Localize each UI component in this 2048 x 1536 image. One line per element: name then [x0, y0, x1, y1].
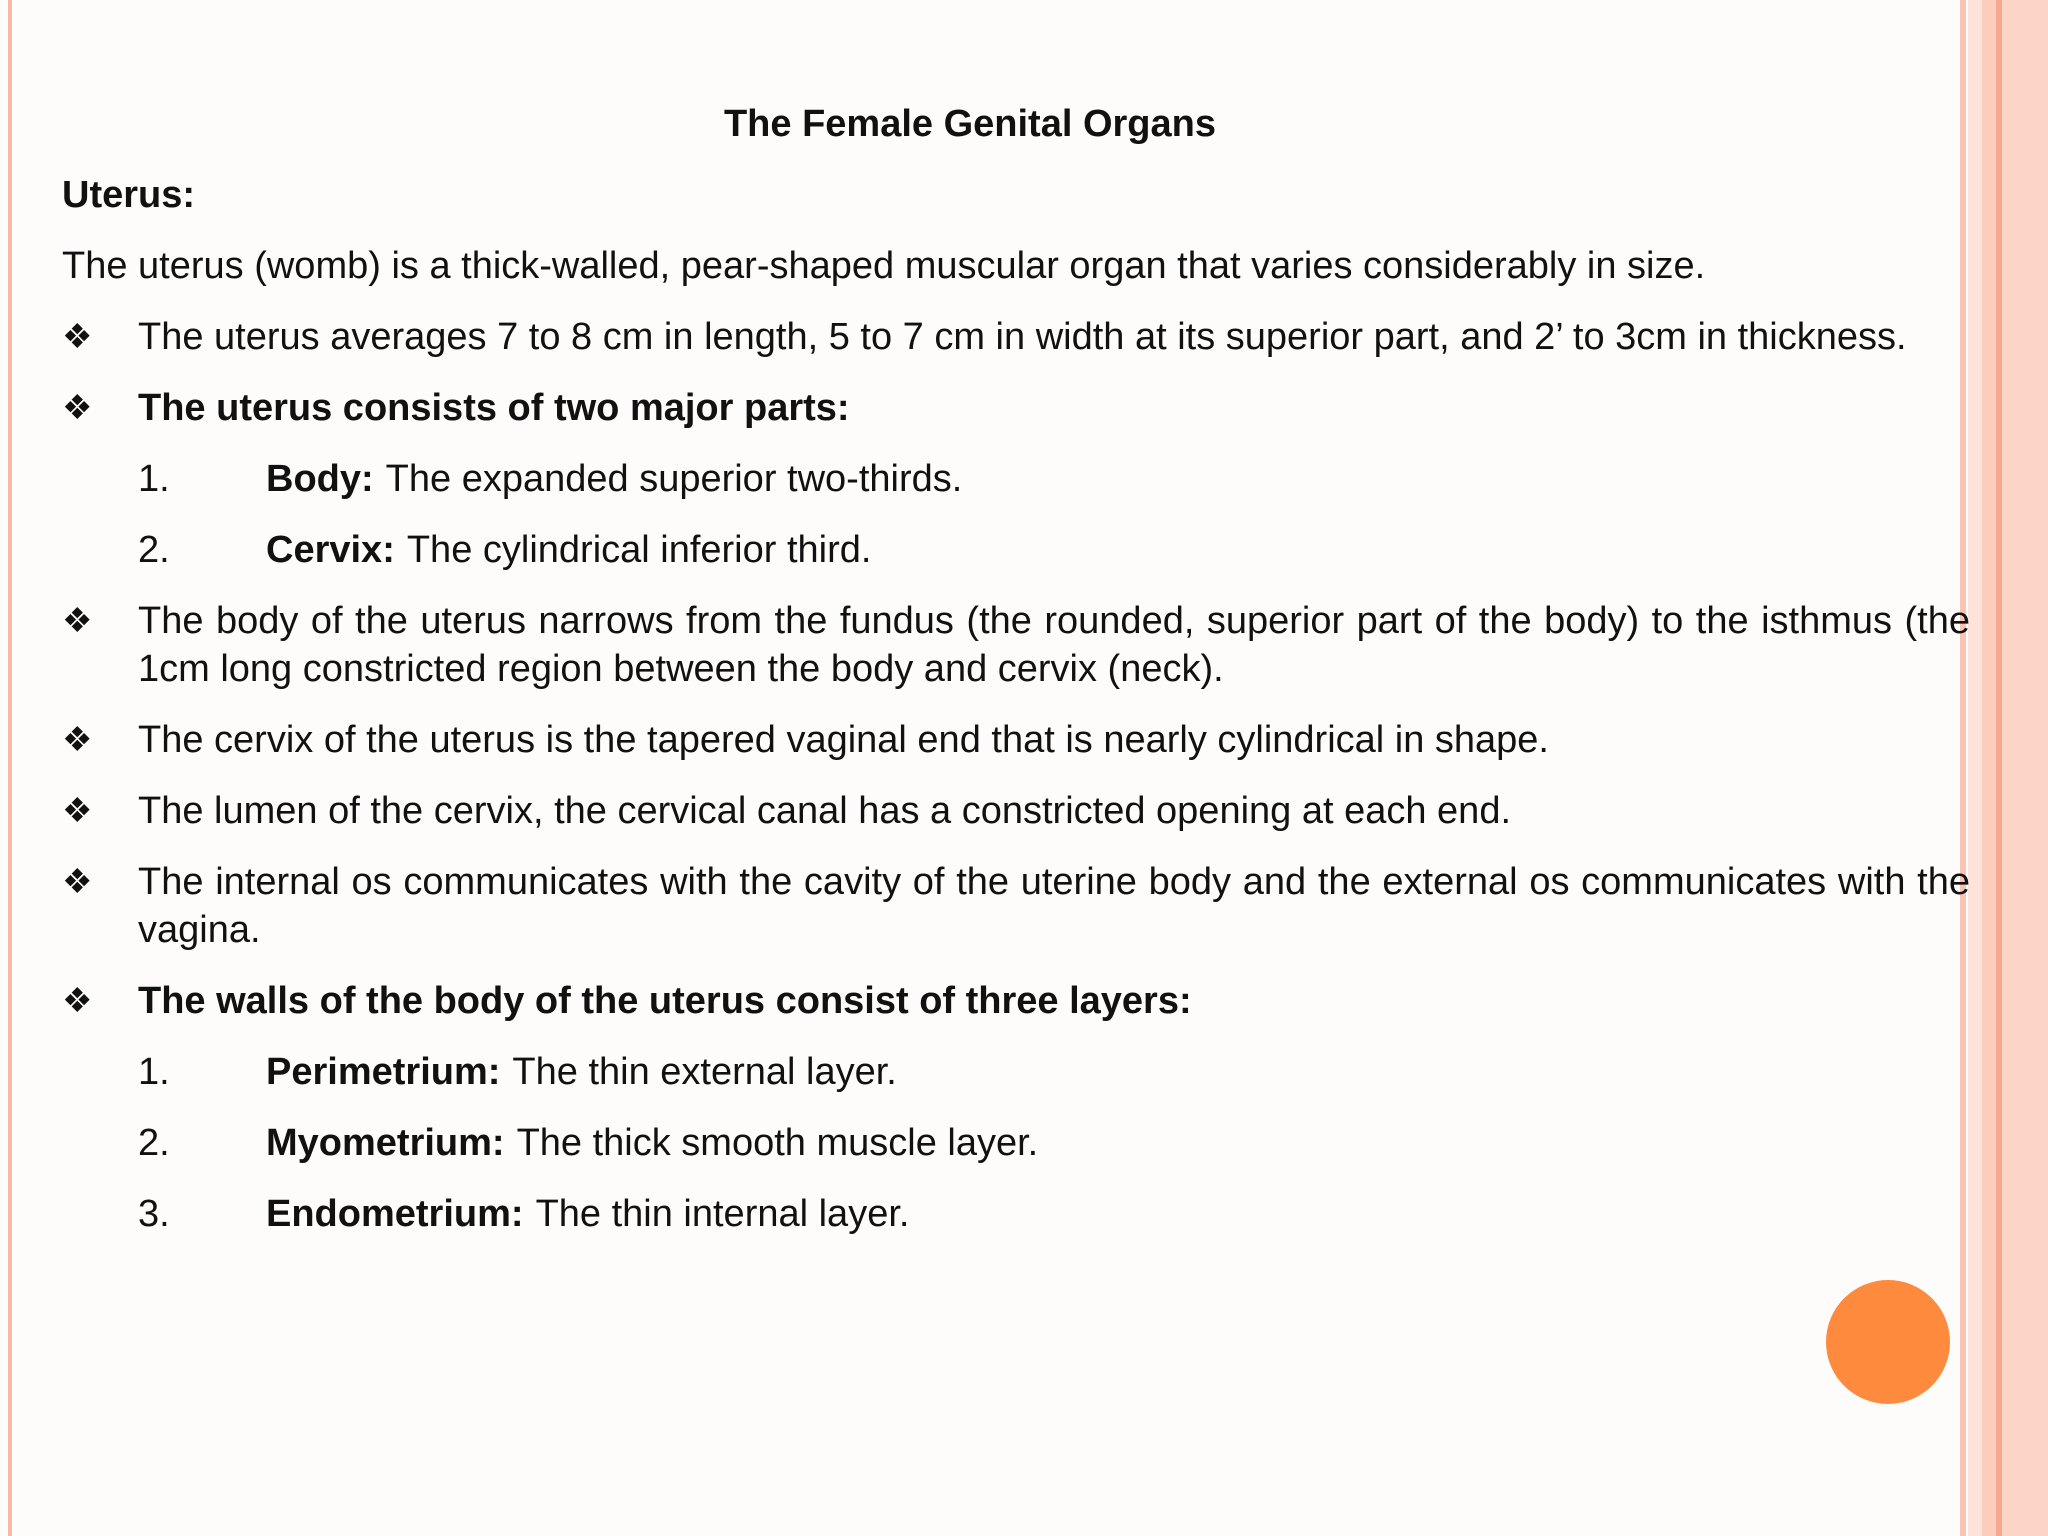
diamond-bullet-icon: ❖	[62, 863, 93, 901]
decorative-circle	[1826, 1280, 1950, 1404]
right-border-stripe	[1968, 0, 1982, 1536]
item-number: 3.	[138, 1193, 170, 1235]
item-term: Perimetrium:	[266, 1051, 501, 1093]
bullet-item	[62, 716, 1970, 764]
item-number: 1.	[138, 1051, 170, 1093]
diamond-bullet-icon: ❖	[62, 721, 93, 759]
item-term: Body:	[266, 458, 374, 500]
bullet-text: The lumen of the cervix, the cervical canal has a constricted opening at each end.	[138, 790, 1512, 832]
item-term: Cervix:	[266, 529, 395, 571]
bullet-text: The internal os communicates with the cavity of the uterine body and the external os communicates with the vagina.	[138, 861, 1970, 951]
item-description: The expanded superior two-thirds.	[385, 458, 963, 500]
numbered-item	[138, 455, 1970, 503]
numbered-item	[138, 526, 1970, 574]
bullet-text: The walls of the body of the uterus consist of three layers:	[138, 980, 1192, 1022]
diamond-bullet-icon: ❖	[62, 318, 93, 356]
bullet-item	[62, 384, 1970, 432]
diamond-bullet-icon: ❖	[62, 602, 93, 640]
item-description: The cylindrical inferior third.	[406, 529, 872, 571]
bullet-item	[62, 313, 1970, 361]
bullet-item	[62, 858, 1970, 954]
item-number: 2.	[138, 529, 170, 571]
bullet-text: The cervix of the uterus is the tapered vaginal end that is nearly cylindrical in shape.	[138, 719, 1549, 761]
slide-title: The Female Genital Organs	[723, 103, 1217, 145]
right-border-stripe	[2002, 0, 2048, 1536]
item-number: 1.	[138, 458, 170, 500]
diamond-bullet-icon: ❖	[62, 982, 93, 1020]
bullet-text: The uterus consists of two major parts:	[138, 387, 850, 429]
diamond-bullet-icon: ❖	[62, 792, 93, 830]
section-heading: Uterus:	[62, 174, 196, 216]
item-description: The thin internal layer.	[535, 1193, 910, 1235]
bullet-text: The body of the uterus narrows from the fundus (the rounded, superior part of the body) to the isthmus (the 1cm long constricted region between the body and cervix (neck).	[138, 600, 1970, 690]
item-description: The thin external layer.	[512, 1051, 897, 1093]
left-border-stripe	[8, 0, 12, 1536]
bullet-item	[62, 597, 1970, 693]
diamond-bullet-icon: ❖	[62, 389, 93, 427]
slide-content	[62, 100, 1970, 1261]
numbered-item	[138, 1048, 1970, 1096]
numbered-item	[138, 1190, 1970, 1238]
bullet-text: The uterus averages 7 to 8 cm in length, 5 to 7 cm in width at its superior part, and 2’ to 3cm in thickness.	[138, 316, 1907, 358]
item-term: Endometrium:	[266, 1193, 524, 1235]
bullet-item	[62, 977, 1970, 1025]
right-border-stripe	[1982, 0, 1996, 1536]
numbered-item	[138, 1119, 1970, 1167]
item-number: 2.	[138, 1122, 170, 1164]
bullet-item	[62, 787, 1970, 835]
item-description: The thick smooth muscle layer.	[516, 1122, 1039, 1164]
intro-paragraph: The uterus (womb) is a thick-walled, pear-shaped muscular organ that varies considerably in size.	[62, 245, 1706, 287]
item-term: Myometrium:	[266, 1122, 505, 1164]
